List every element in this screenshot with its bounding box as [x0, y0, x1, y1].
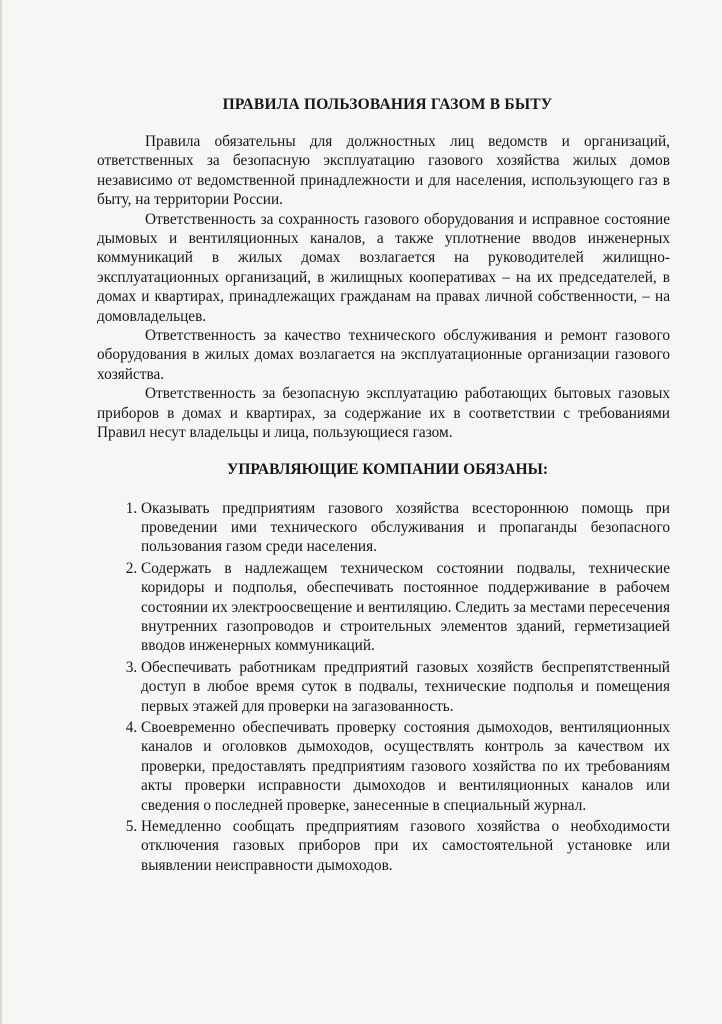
list-item: 5. Немедленно сообщать предприятиям газового хозяйства о необходимости отключения газовых приборов при их самостоятельной установке или выявлении неисправности дымоходов. — [141, 817, 670, 875]
list-item: 4. Своевременно обеспечивать проверку состояния дымоходов, вентиляционных каналов и оголовков дымоходов, осуществлять контроль за качеством их проверки, предоставлять предприятиям газового хозяйства по их требованиям акты проверки исправности дымоходов и вентиляционных каналов или сведения о последней проверке, занесенные в специальный журнал. — [141, 718, 670, 815]
paragraph: Ответственность за безопасную эксплуатацию работающих бытовых газовых приборов в домах и квартирах, за содержание их в соответствии с требованиями Правил несут владельцы и лица, пользующиеся газом. — [97, 385, 670, 442]
duties-list — [97, 499, 670, 876]
document-title: ПРАВИЛА ПОЛЬЗОВАНИЯ ГАЗОМ В БЫТУ — [222, 96, 553, 113]
section-heading: УПРАВЛЯЮЩИЕ КОМПАНИИ ОБЯЗАНЫ: — [227, 460, 548, 478]
paragraph: Правила обязательны для должностных лиц ведомств и организаций, ответственных за безопасную эксплуатацию газового хозяйства жилых домов независимо от ведомственной принадлежности и для населения, использующего газ в быту, на территории России. — [97, 133, 670, 209]
list-item: 2. Содержать в надлежащем техническом состоянии подвалы, технические коридоры и подполья, обеспечивать постоянное поддерживание в рабочем состоянии их электроосвещение и вентиляцию. Следить за местами пересечения внутренних газопроводов и строительных элементов зданий, герметизацией вводов инженерных коммуникаций. — [141, 559, 670, 656]
scan-edge — [0, 0, 3, 1024]
list-item: 3. Обеспечивать работникам предприятий газовых хозяйств беспрепятственный доступ в любое время суток в подвалы, технические подполья и помещения первых этажей для проверки на загазованность. — [141, 658, 670, 716]
paragraph: Ответственность за сохранность газового оборудования и исправное состояние дымовых и вентиляционных каналов, а также уплотнение вводов инженерных коммуникаций в жилых домах возлагается на руководителей жилищно-эксплуатационных организаций, в жилищных кооперативах – на их председателей, в домах и квартирах, принадлежащих гражданам на правах личной собственности, – на домовладельцев. — [97, 210, 670, 325]
list-item: 1. Оказывать предприятиям газового хозяйства всестороннюю помощь при проведении ими технического обслуживания и пропаганды безопасного пользования газом среди населения. — [141, 499, 670, 557]
paragraph: Ответственность за качество технического обслуживания и ремонт газового оборудования в жилых домах возлагается на эксплуатационные организации газового хозяйства. — [97, 327, 670, 383]
